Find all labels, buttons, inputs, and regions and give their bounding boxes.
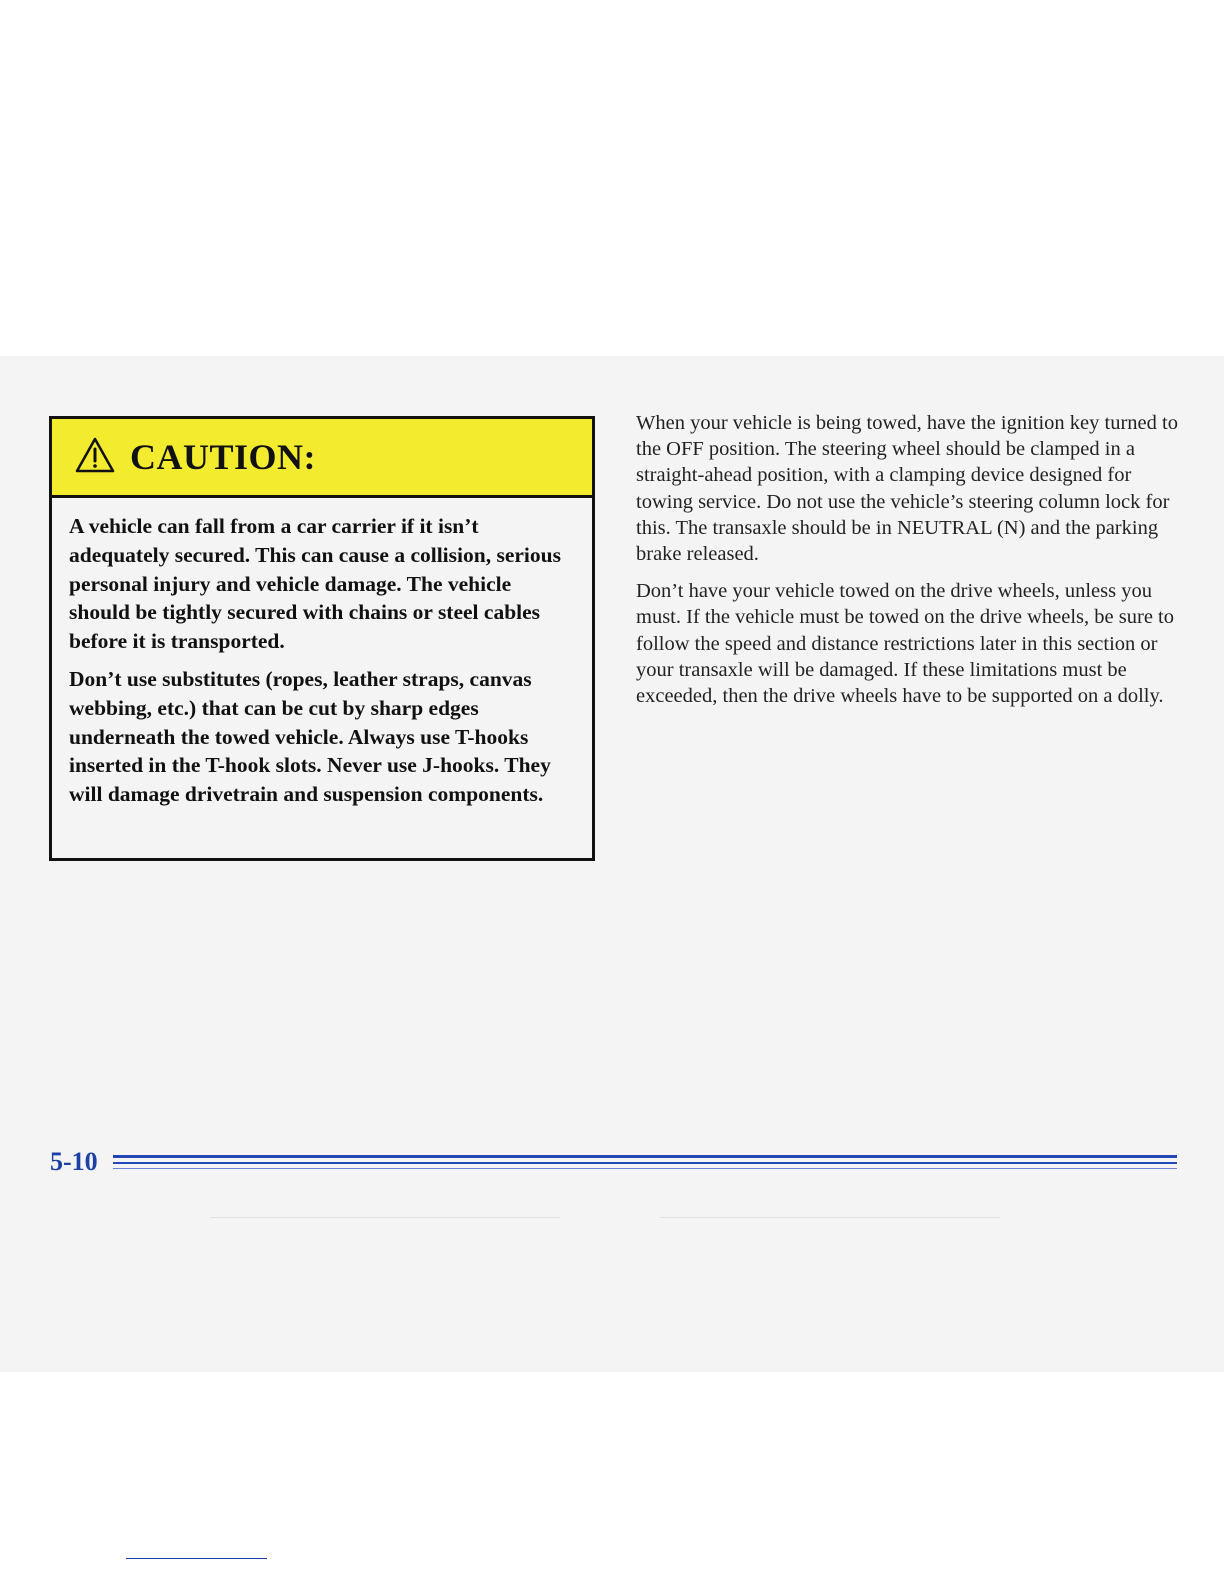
bottom-underline — [126, 1558, 267, 1559]
caution-paragraph: Don’t use substitutes (ropes, leather straps, canvas webbing, etc.) that can be cut by sharp edges underneath the towed vehicle. Always use T-hooks inserted in the T-hook slots. Never use J-hooks. They will damage drivetrain and suspension components. — [69, 666, 551, 807]
caution-title: CAUTION: — [130, 437, 317, 477]
footer-rule — [113, 1155, 1177, 1158]
page-number: 5-10 — [50, 1147, 98, 1176]
footer-rule — [113, 1168, 1177, 1169]
body-paragraph: When your vehicle is being towed, have the ignition key turned to the OFF position. The steering wheel should be clamped in a straight-ahead position, with a clamping device designed for towing service. Do not use the vehicle’s steering column lock for this. The transaxle should be in NEUTRAL (N) and the parking brake released. — [636, 412, 1178, 566]
body-text-column — [636, 410, 1184, 720]
body-paragraph: Don’t have your vehicle towed on the drive wheels, unless you must. If the vehicle must be towed on the drive wheels, be sure to follow the speed and distance restrictions later in this section or your transaxle will be damaged. If these limitations must be exceeded, then the drive wheels have to be supported on a dolly. — [636, 580, 1174, 708]
caution-header — [52, 419, 592, 498]
caution-paragraph: A vehicle can fall from a car carrier if it isn’t adequately secured. This can cause a collision, serious personal injury and vehicle damage. The vehicle should be tightly secured with chains or steel cables before it is transported. — [69, 514, 561, 654]
caution-box — [49, 416, 595, 861]
warning-triangle-icon — [74, 436, 116, 474]
caution-body — [52, 498, 592, 809]
footer-rule — [113, 1162, 1177, 1164]
faint-divider — [210, 1217, 560, 1218]
faint-divider — [660, 1217, 1000, 1218]
